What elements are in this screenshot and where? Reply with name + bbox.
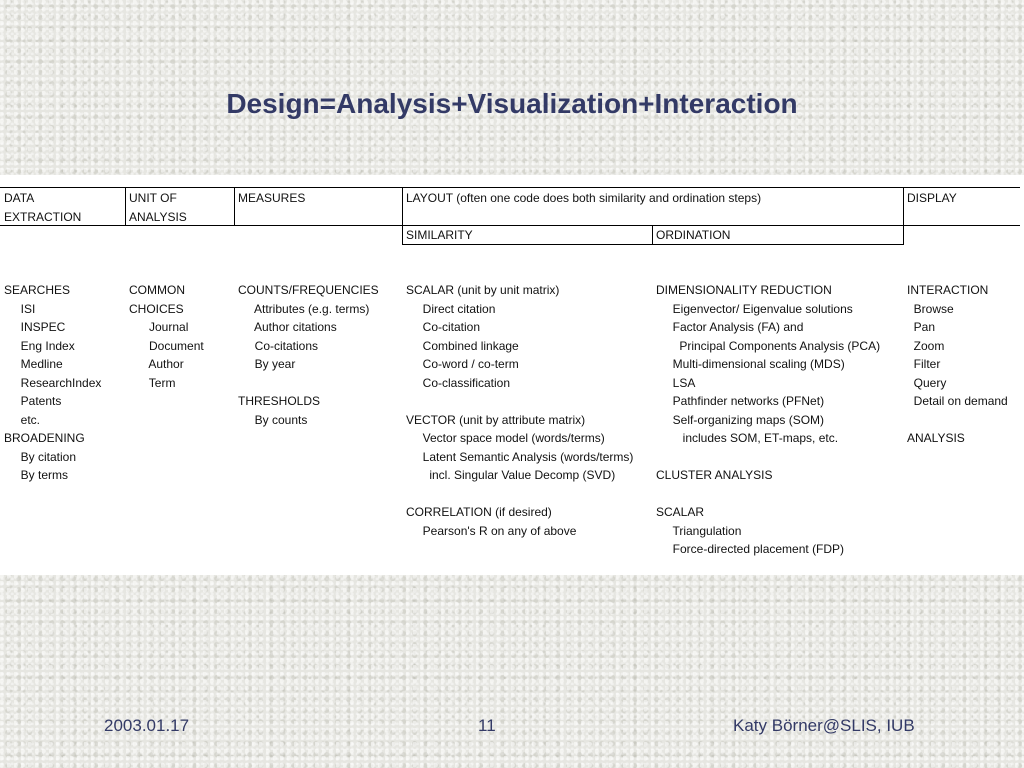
footer-date: 2003.01.17 bbox=[104, 716, 190, 735]
column-display: INTERACTION Browse Pan Zoom Filter Query Detail on demand ANALYSIS bbox=[907, 283, 1008, 445]
footer-author: Katy Börner@SLIS, IUB bbox=[733, 716, 915, 735]
header-unit-of-analysis: UNIT OF ANALYSIS bbox=[129, 191, 187, 224]
header-divider bbox=[125, 187, 126, 225]
header-similarity: SIMILARITY bbox=[406, 228, 473, 242]
header-display: DISPLAY bbox=[907, 191, 957, 205]
header-top-border bbox=[0, 187, 1020, 188]
header-divider bbox=[234, 187, 235, 225]
header-layout: LAYOUT (often one code does both similarity and ordination steps) bbox=[406, 191, 762, 205]
header-data-extraction: DATA EXTRACTION bbox=[4, 191, 82, 224]
slide-title: Design=Analysis+Visualization+Interaction bbox=[226, 88, 798, 119]
column-ordination: DIMENSIONALITY REDUCTION Eigenvector/ Eigenvalue solutions Factor Analysis (FA) and Principal Components Analysis (PCA) Multi-dimensional scaling (MDS) LSA Pathfinder networks (PFNet) Self-organizing maps (SOM) includes SOM, ET-maps, etc. CLUSTER ANALYSIS SCALAR Triangulation Force-directed placement (FDP) bbox=[656, 283, 881, 556]
column-measures: COUNTS/FREQUENCIES Attributes (e.g. terms) Author citations Co-citations By year THRESHOLDS By counts bbox=[238, 283, 379, 427]
design-table bbox=[0, 175, 1024, 575]
column-data-extraction: SEARCHES ISI INSPEC Eng Index Medline ResearchIndex Patents etc. BROADENING By citation By terms bbox=[4, 283, 102, 482]
header-divider bbox=[903, 187, 904, 245]
header-ordination: ORDINATION bbox=[656, 228, 731, 242]
column-similarity: SCALAR (unit by unit matrix) Direct citation Co-citation Combined linkage Co-word / co-term Co-classification VECTOR (unit by attribute matrix) Vector space model (words/terms) Latent Semantic Analysis (words/terms) incl. Singular Value Decomp (SVD) CORRELATION (if desired) Pearson's R on any of above bbox=[406, 283, 634, 538]
header-measures: MEASURES bbox=[238, 191, 306, 205]
header-divider bbox=[652, 225, 653, 245]
footer-page-number: 11 bbox=[478, 716, 496, 735]
column-unit-of-analysis: COMMON CHOICES Journal Document Author Term bbox=[129, 283, 204, 390]
header-divider bbox=[402, 187, 403, 245]
subheader-bottom-border bbox=[402, 244, 904, 245]
